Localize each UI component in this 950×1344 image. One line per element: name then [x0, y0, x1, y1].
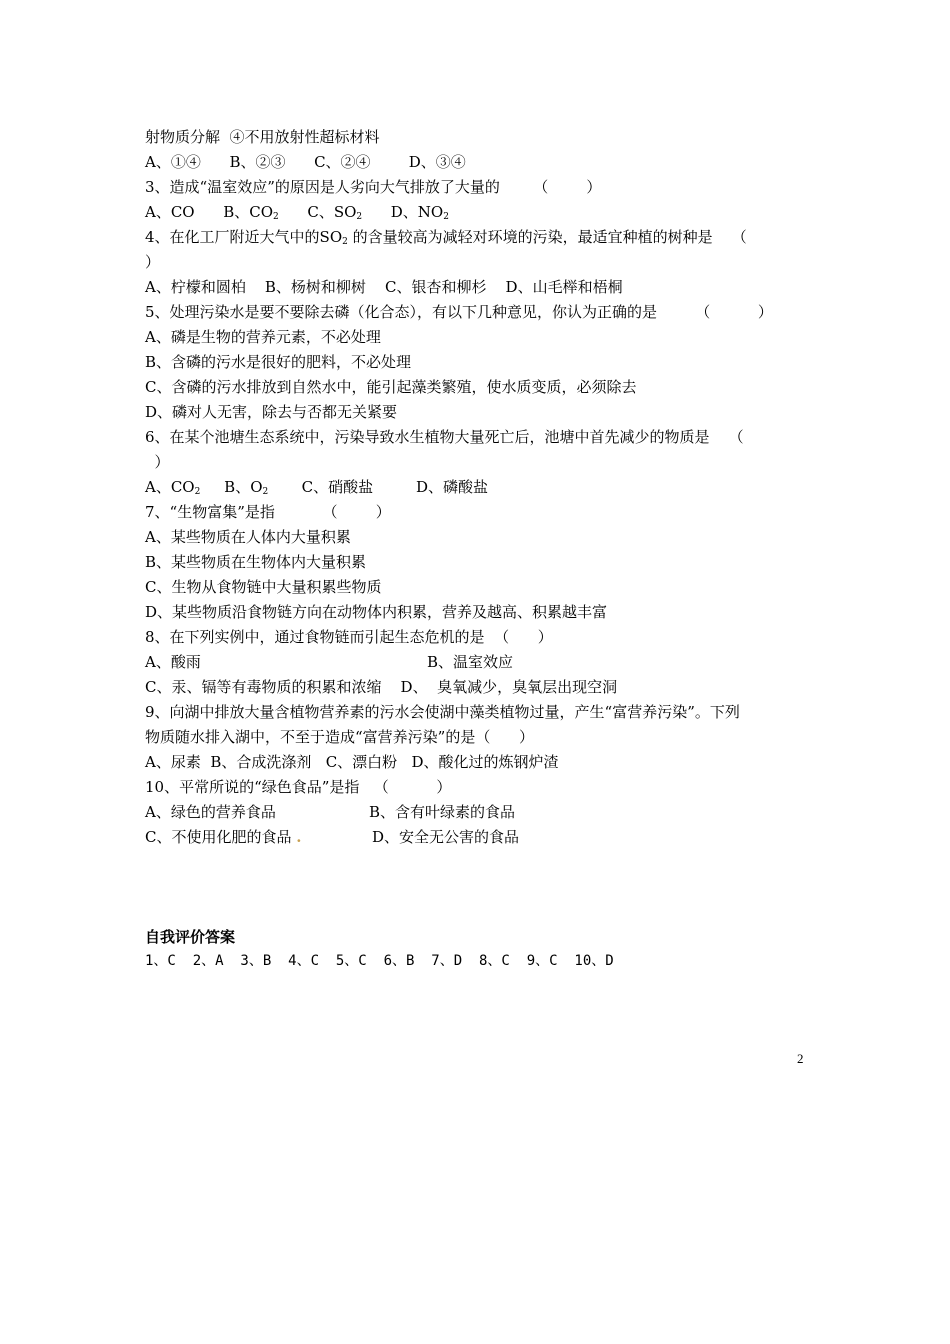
- page-number: 2: [797, 1051, 804, 1066]
- question-3-options: A、CO B、$CO_2$ C、$SO_2$ D、$NO_2$: [145, 203, 449, 222]
- question-7-option-c: C、生物从食物链中大量积累些物质: [145, 578, 382, 596]
- question-4-options: A、柠檬和圆柏 B、杨树和柳树 C、银杏和柳杉 D、山毛榉和梧桐: [145, 278, 623, 296]
- question-8: 8、在下列实例中，通过食物链而引起生态危机的是 （ ）: [145, 628, 553, 646]
- question-9-line-2: 物质随水排入湖中，不至于造成“富营养污染”的是（ ）: [145, 728, 534, 746]
- question-9-options: A、尿素 B、合成洗涤剂 C、漂白粉 D、酸化过的炼钢炉渣: [145, 753, 559, 771]
- question-3: 3、造成“温室效应”的原因是人劣向大气排放了大量的 （ ）: [145, 178, 602, 196]
- question-10-option-a: A、绿色的营养食品: [145, 803, 276, 821]
- question-5-option-b: B、含磷的污水是很好的肥料，不必处理: [145, 353, 412, 371]
- question-2-continuation: 射物质分解 ④不用放射性超标材料: [145, 128, 380, 146]
- question-8-option-b: B、温室效应: [427, 653, 514, 671]
- answers-heading: 自我评价答案: [145, 928, 236, 946]
- answers-list: 1、C 2、A 3、B 4、C 5、C 6、B 7、D 8、C 9、C 10、D: [145, 953, 614, 969]
- stray-dot-mark: .: [296, 828, 302, 846]
- question-10-option-c: C、不使用化肥的食品 .: [145, 828, 302, 846]
- question-6-bracket: ）: [145, 453, 170, 471]
- question-5-option-d: D、磷对人无害，除去与否都无关紧要: [145, 403, 398, 421]
- question-10-option-d: D、安全无公害的食品: [372, 828, 520, 846]
- question-4-bracket: ）: [145, 253, 161, 271]
- question-10: 10、平常所说的“绿色食品”是指 （ ）: [145, 778, 452, 796]
- question-7-option-b: B、某些物质在生物体内大量积累: [145, 553, 367, 571]
- question-6-options: A、$CO_2$ B、$O_2$ C、硝酸盐 D、磷酸盐: [145, 478, 489, 497]
- question-10-option-b: B、含有叶绿素的食品: [369, 803, 516, 821]
- question-7-option-a: A、某些物质在人体内大量积累: [145, 528, 351, 546]
- question-7-option-d: D、某些物质沿食物链方向在动物体内积累，营养及越高、积累越丰富: [145, 603, 608, 621]
- question-7: 7、“生物富集”是指 （ ）: [145, 503, 391, 521]
- question-9: 9、向湖中排放大量含植物营养素的污水会使湖中藻类植物过量，产生“富营养污染”。下列: [145, 703, 740, 721]
- question-2-options: A、①④ B、②③ C、②④ D、③④: [145, 153, 466, 171]
- question-5: 5、处理污染水是要不要除去磷（化合态），有以下几种意见，你认为正确的是 （ ）: [145, 303, 773, 321]
- question-8-option-a: A、酸雨: [145, 653, 201, 671]
- question-4: 4、在化工厂附近大气中的$SO_2$ 的含量较高为减轻对环境的污染，最适宜种植的树种是 （: [145, 228, 747, 247]
- question-5-option-a: A、磷是生物的营养元素，不必处理: [145, 328, 381, 346]
- question-6: 6、在某个池塘生态系统中，污染导致水生植物大量死亡后，池塘中首先减少的物质是 （: [145, 428, 744, 446]
- question-8-options-cd: C、汞、镉等有毒物质的积累和浓缩 D、 臭氧减少，臭氧层出现空洞: [145, 678, 618, 696]
- question-5-option-c: C、含磷的污水排放到自然水中，能引起藻类繁殖，使水质变质，必须除去: [145, 378, 637, 396]
